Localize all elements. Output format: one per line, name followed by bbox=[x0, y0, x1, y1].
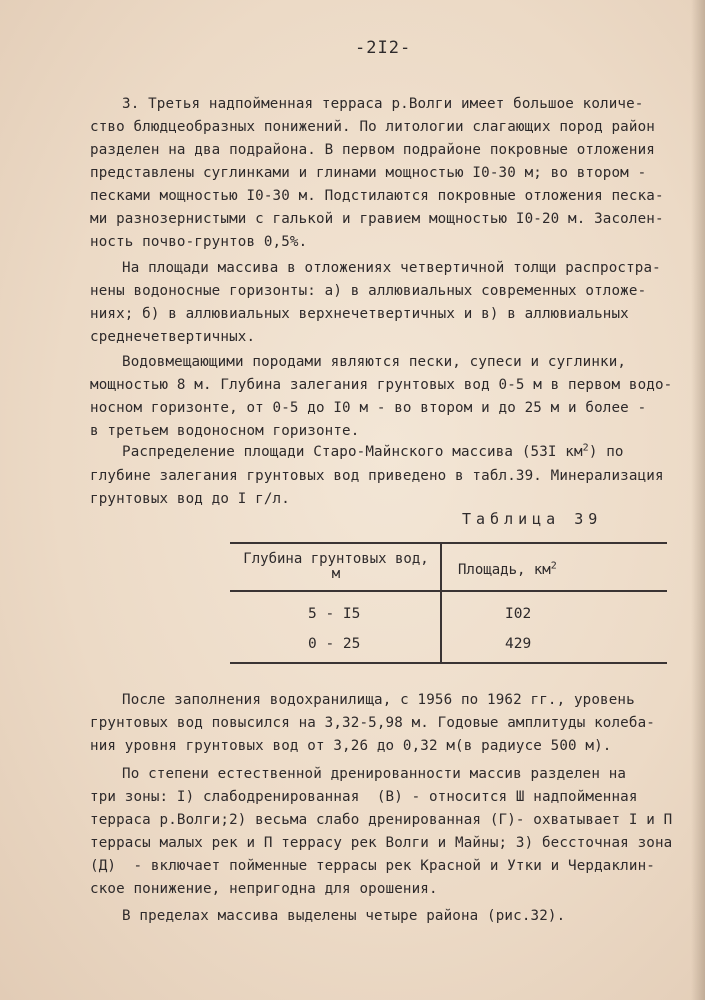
table-caption: Таблица 39 bbox=[462, 510, 603, 528]
table-cell-area: I02 bbox=[505, 606, 532, 622]
text-line: грунтовых вод до I г/л. bbox=[90, 491, 290, 507]
text-line: террасы малых рек и П террасу рек Волги и Майны; 3) бессточная зона bbox=[90, 835, 673, 851]
text-line: По степени естественной дренированности массив разделен на bbox=[122, 766, 627, 782]
text-span: Распределение площади Старо-Майнского массива (53I км bbox=[122, 444, 583, 460]
page-number: -2I2- bbox=[355, 38, 412, 58]
text-line: представлены суглинками и глинами мощностью I0-30 м; во втором - bbox=[90, 165, 647, 181]
data-table bbox=[230, 542, 667, 664]
column-header-area bbox=[458, 562, 557, 578]
table-cell-depth: 5 - I5 bbox=[308, 606, 361, 622]
text-line: ство блюдцеобразных понижений. По литологии слагающих пород район bbox=[90, 119, 655, 135]
text-line: терраса р.Волги;2) весьма слабо дренированная (Г)- охватывает I и П bbox=[90, 812, 673, 828]
table-rule bbox=[230, 542, 667, 544]
text-line: грунтовых вод повысился на 3,32-5,98 м. Годовые амплитуды колеба- bbox=[90, 715, 655, 731]
page-edge-shadow bbox=[691, 0, 705, 1000]
text-line: (Д) - включает пойменные террасы рек Красной и Утки и Чердаклин- bbox=[90, 858, 655, 874]
text-line: В пределах массива выделены четыре района (рис.32). bbox=[122, 908, 566, 924]
text-line: носном горизонте, от 0-5 до I0 м - во втором и до 25 м и более - bbox=[90, 400, 647, 416]
text-line: Водовмещающими породами являются пески, супеси и суглинки, bbox=[122, 354, 627, 370]
text-span: ) по bbox=[588, 444, 624, 460]
text-line: среднечетвертичных. bbox=[90, 329, 256, 345]
text-line: ность почво-грунтов 0,5%. bbox=[90, 234, 308, 250]
superscript: 2 bbox=[582, 442, 589, 454]
text-line: ния уровня грунтовых вод от 3,26 до 0,32 м(в радиусе 500 м). bbox=[90, 738, 612, 754]
text-line: ское понижение, непригодна для орошения. bbox=[90, 881, 438, 897]
text-line: После заполнения водохранилища, с 1956 по 1962 гг., уровень bbox=[122, 692, 635, 708]
text-line: 3. Третья надпойменная терраса р.Волги имеет большое количе- bbox=[122, 96, 644, 112]
text-line: в третьем водоносном горизонте. bbox=[90, 423, 360, 439]
text-line: ниях; б) в аллювиальных верхнечетвертичных и в) в аллювиальных bbox=[90, 306, 629, 322]
superscript: 2 bbox=[550, 560, 557, 572]
table-cell-area: 429 bbox=[505, 636, 532, 652]
table-rule bbox=[230, 590, 667, 592]
text-line: мощностью 8 м. Глубина залегания грунтовых вод 0-5 м в первом водо- bbox=[90, 377, 673, 393]
column-header-depth: Глубина грунтовых вод, м bbox=[243, 551, 429, 582]
table-column-rule bbox=[440, 542, 442, 664]
text-line: песками мощностью I0-30 м. Подстилаются покровные отложения песка- bbox=[90, 188, 664, 204]
text-line: три зоны: I) слабодренированная (В) - относится Ш надпойменная bbox=[90, 789, 638, 805]
table-rule bbox=[230, 662, 667, 664]
text-line bbox=[122, 442, 624, 462]
text-line: На площади массива в отложениях четвертичной толщи распростра- bbox=[122, 260, 661, 276]
text-line: разделен на два подрайона. В первом подрайоне покровные отложения bbox=[90, 142, 655, 158]
text-line: ми разнозернистыми с галькой и гравием мощностью I0-20 м. Засолен- bbox=[90, 211, 664, 227]
text-line: нены водоносные горизонты: а) в аллювиальных современных отложе- bbox=[90, 283, 647, 299]
text-line: глубине залегания грунтовых вод приведено в табл.39. Минерализация bbox=[90, 468, 664, 484]
header-text: Площадь, км bbox=[458, 562, 551, 578]
table-cell-depth: 0 - 25 bbox=[308, 636, 361, 652]
